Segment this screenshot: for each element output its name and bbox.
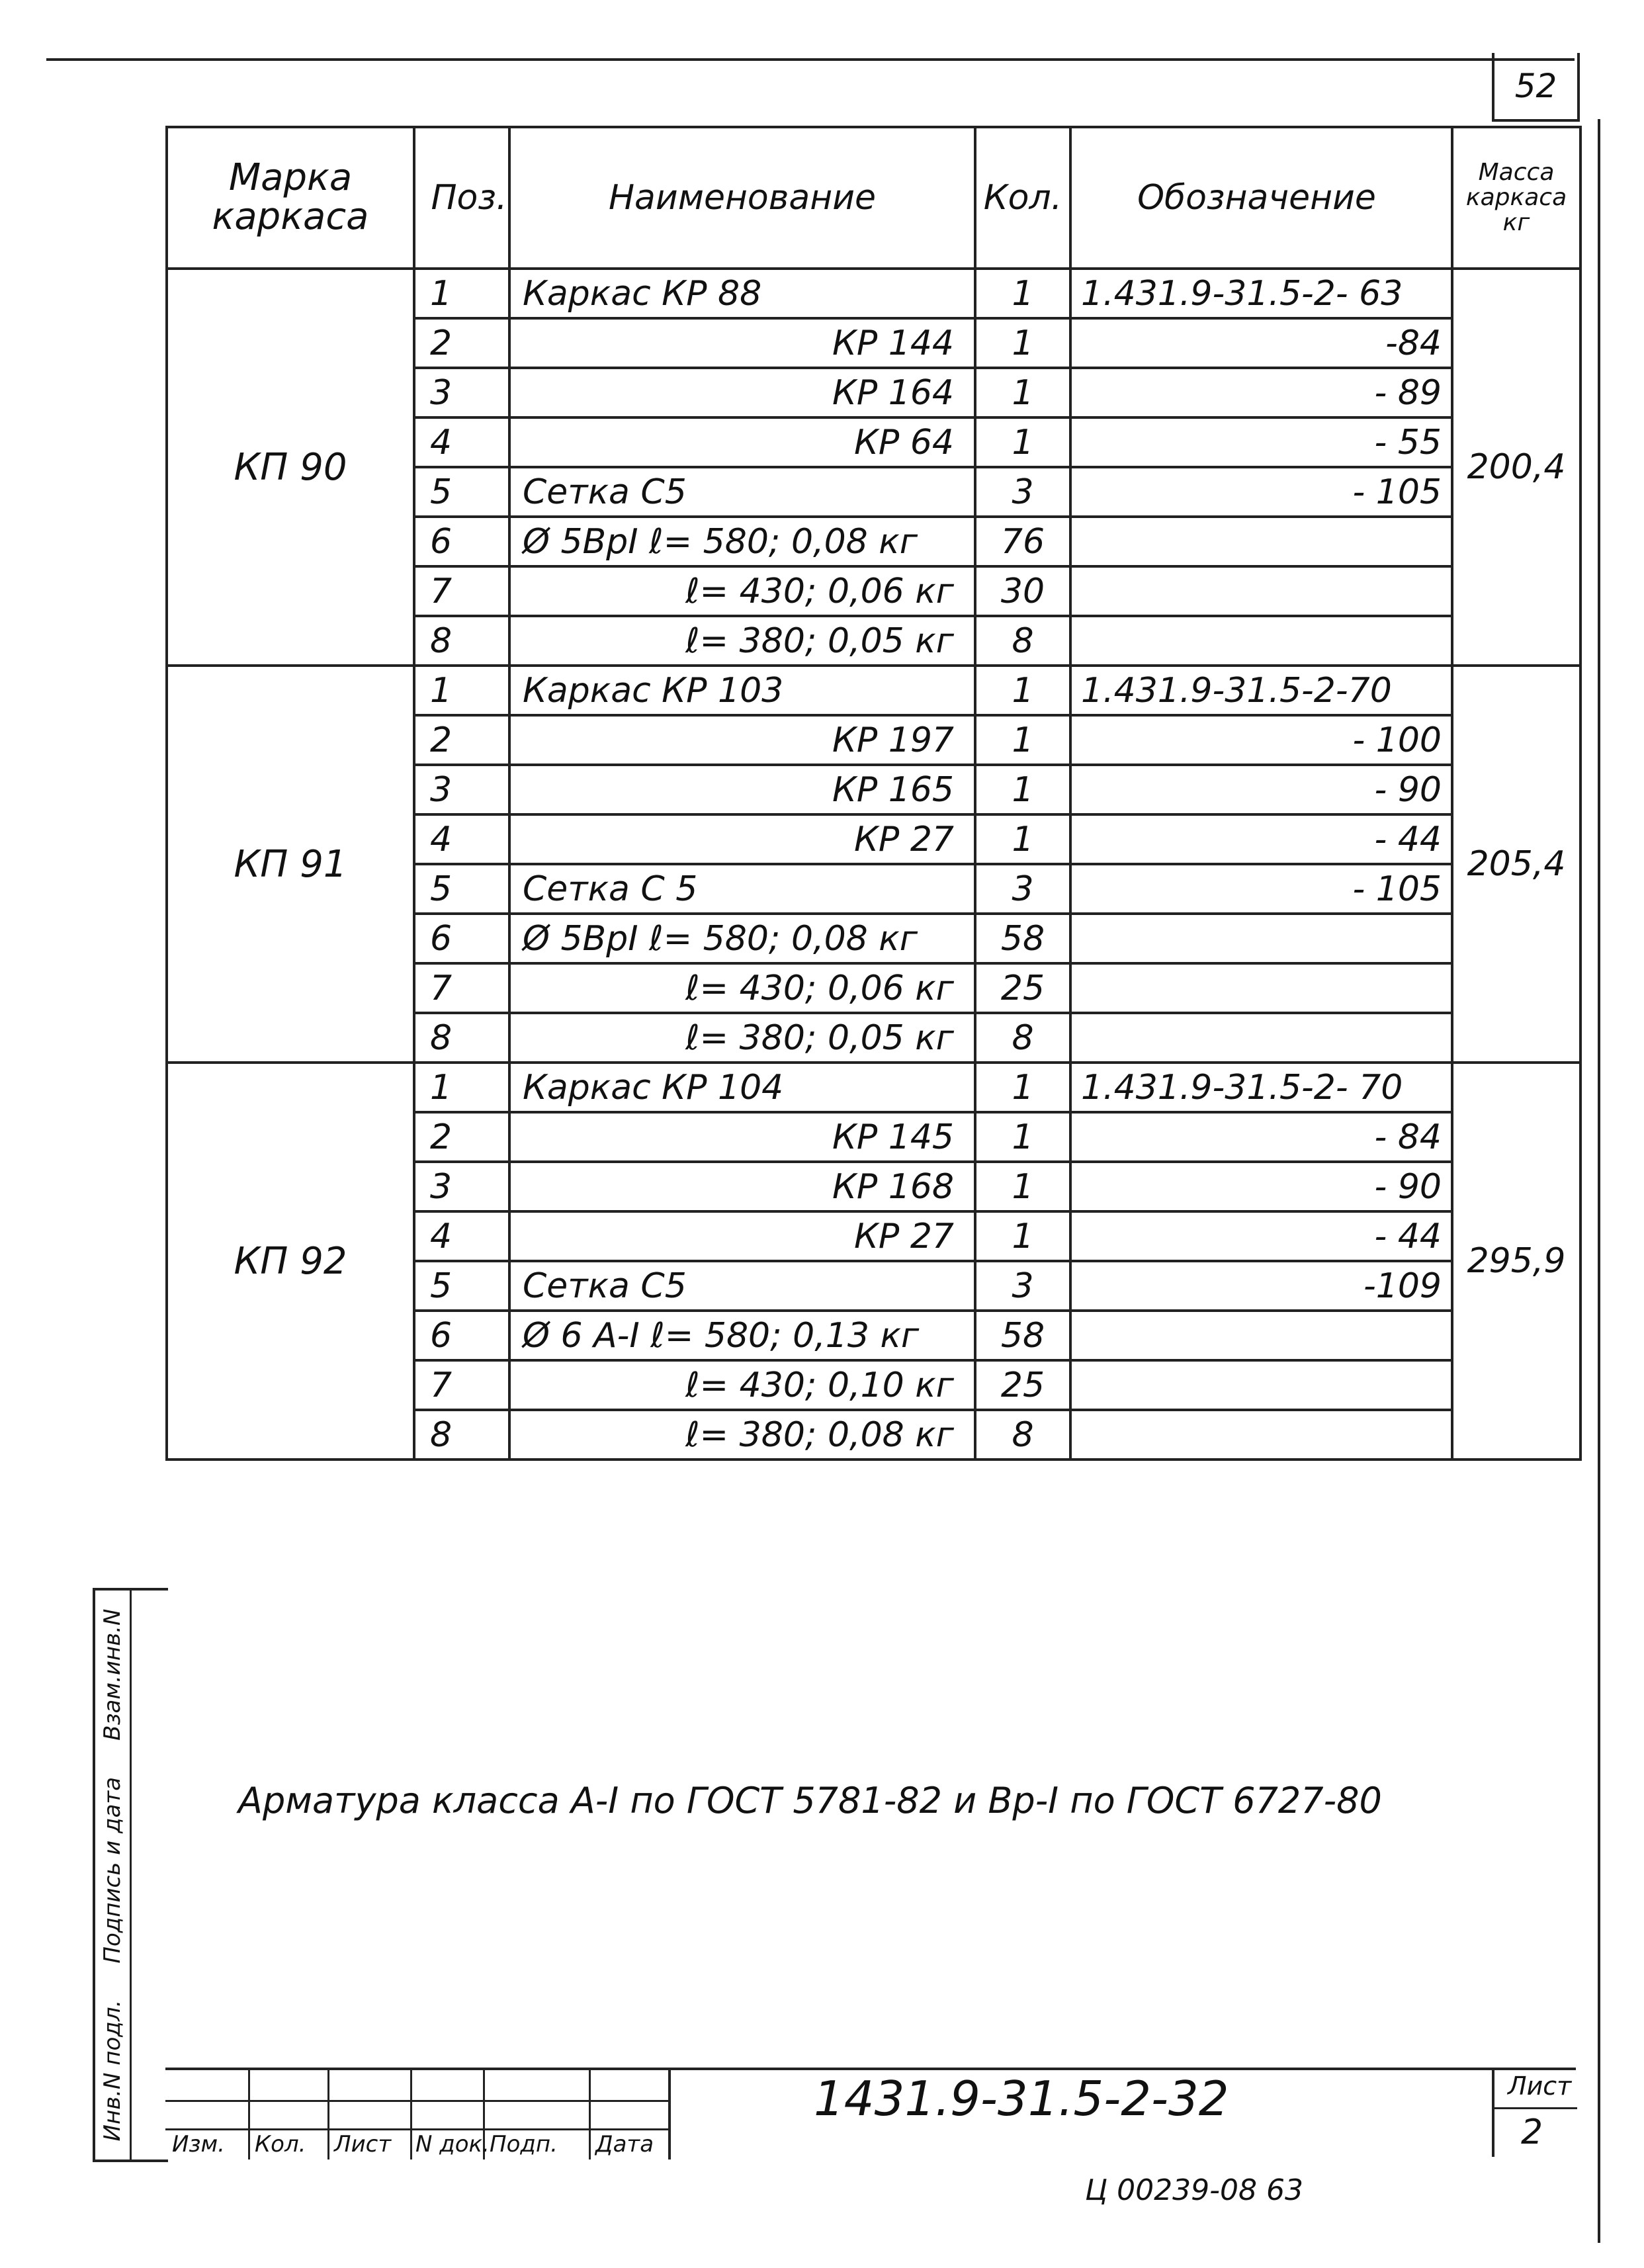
specification-table bbox=[165, 126, 1582, 1461]
header-designation: Обозначение bbox=[1070, 127, 1452, 269]
designation-cell: - 105 bbox=[1070, 864, 1452, 914]
name-cell: Сетка С5 bbox=[509, 467, 975, 517]
table-row bbox=[167, 269, 1580, 318]
name-cell: Каркас КР 88 bbox=[509, 269, 975, 318]
designation-cell: -109 bbox=[1070, 1261, 1452, 1311]
pos-cell: 5 bbox=[414, 864, 509, 914]
qty-cell: 1 bbox=[975, 1162, 1070, 1211]
designation-cell bbox=[1070, 1013, 1452, 1063]
designation-cell: 1.431.9-31.5-2-70 bbox=[1070, 666, 1452, 715]
designation-cell: - 105 bbox=[1070, 467, 1452, 517]
top-rule bbox=[46, 58, 1575, 61]
side-label-inv: Инв.N подл. bbox=[99, 1999, 126, 2142]
name-cell: ℓ= 380; 0,05 кг bbox=[509, 616, 975, 666]
designation-cell: - 89 bbox=[1070, 368, 1452, 417]
mark-cell: КП 91 bbox=[167, 666, 414, 1063]
pos-cell: 2 bbox=[414, 715, 509, 765]
qty-cell: 1 bbox=[975, 1063, 1070, 1112]
qty-cell: 1 bbox=[975, 666, 1070, 715]
designation-cell: 1.431.9-31.5-2- 63 bbox=[1070, 269, 1452, 318]
qty-cell: 30 bbox=[975, 566, 1070, 616]
footer-code: Ц 00239-08 63 bbox=[1085, 2173, 1303, 2207]
name-cell: Каркас КР 104 bbox=[509, 1063, 975, 1112]
designation-cell: - 90 bbox=[1070, 1162, 1452, 1211]
table-body bbox=[167, 269, 1580, 1460]
tb-label-izm: Изм. bbox=[172, 2131, 225, 2158]
designation-cell bbox=[1070, 566, 1452, 616]
pos-cell: 3 bbox=[414, 765, 509, 814]
qty-cell: 8 bbox=[975, 616, 1070, 666]
name-cell: ℓ= 380; 0,05 кг bbox=[509, 1013, 975, 1063]
pos-cell: 1 bbox=[414, 666, 509, 715]
pos-cell: 2 bbox=[414, 318, 509, 368]
pos-cell: 2 bbox=[414, 1112, 509, 1162]
name-cell: КР 168 bbox=[509, 1162, 975, 1211]
qty-cell: 58 bbox=[975, 914, 1070, 963]
pos-cell: 4 bbox=[414, 1211, 509, 1261]
qty-cell: 1 bbox=[975, 715, 1070, 765]
name-cell: ℓ= 430; 0,10 кг bbox=[509, 1360, 975, 1410]
designation-cell bbox=[1070, 914, 1452, 963]
mark-cell: КП 90 bbox=[167, 269, 414, 666]
header-qty: Кол. bbox=[975, 127, 1070, 269]
designation-cell: - 55 bbox=[1070, 417, 1452, 467]
designation-cell: - 44 bbox=[1070, 814, 1452, 864]
qty-cell: 3 bbox=[975, 467, 1070, 517]
name-cell: Ø 5ВрI ℓ= 580; 0,08 кг bbox=[509, 517, 975, 566]
pos-cell: 6 bbox=[414, 517, 509, 566]
sheet-label: Лист bbox=[1508, 2072, 1572, 2101]
right-rule bbox=[1598, 119, 1600, 2243]
pos-cell: 1 bbox=[414, 269, 509, 318]
table-row bbox=[167, 666, 1580, 715]
side-stamp-col bbox=[95, 1591, 132, 2159]
page-number: 52 bbox=[1492, 53, 1580, 122]
name-cell: КР 145 bbox=[509, 1112, 975, 1162]
tb-label-list: Лист bbox=[334, 2131, 392, 2158]
pos-cell: 8 bbox=[414, 1013, 509, 1063]
qty-cell: 25 bbox=[975, 963, 1070, 1013]
name-cell: КР 27 bbox=[509, 814, 975, 864]
designation-cell: -84 bbox=[1070, 318, 1452, 368]
header-pos: Поз. bbox=[414, 127, 509, 269]
pos-cell: 5 bbox=[414, 1261, 509, 1311]
name-cell: КР 165 bbox=[509, 765, 975, 814]
designation-cell: - 44 bbox=[1070, 1211, 1452, 1261]
mark-cell: КП 92 bbox=[167, 1063, 414, 1460]
header-mass: Масса каркаса кг bbox=[1452, 127, 1580, 269]
table-header-row bbox=[167, 127, 1580, 269]
name-cell: КР 164 bbox=[509, 368, 975, 417]
tb-label-ndok: N док. bbox=[415, 2131, 490, 2158]
qty-cell: 58 bbox=[975, 1311, 1070, 1360]
document-code: 1431.9-31.5-2-32 bbox=[814, 2071, 1229, 2126]
pos-cell: 4 bbox=[414, 417, 509, 467]
name-cell: КР 197 bbox=[509, 715, 975, 765]
pos-cell: 7 bbox=[414, 1360, 509, 1410]
mass-cell: 200,4 bbox=[1452, 269, 1580, 666]
name-cell: Ø 5ВрI ℓ= 580; 0,08 кг bbox=[509, 914, 975, 963]
pos-cell: 1 bbox=[414, 1063, 509, 1112]
pos-cell: 7 bbox=[414, 963, 509, 1013]
pos-cell: 7 bbox=[414, 566, 509, 616]
qty-cell: 1 bbox=[975, 1211, 1070, 1261]
designation-cell bbox=[1070, 1360, 1452, 1410]
sheet-box bbox=[1492, 2068, 1577, 2157]
side-stamp-labels bbox=[95, 1591, 130, 2159]
qty-cell: 1 bbox=[975, 814, 1070, 864]
header-mark: Марка каркаса bbox=[167, 127, 414, 269]
table-row bbox=[167, 1063, 1580, 1112]
mass-cell: 295,9 bbox=[1452, 1063, 1580, 1460]
designation-cell bbox=[1070, 963, 1452, 1013]
reinforcement-note: Арматура класса А-I по ГОСТ 5781-82 и Вр-I по ГОСТ 6727-80 bbox=[238, 1780, 1382, 1821]
designation-cell bbox=[1070, 1311, 1452, 1360]
qty-cell: 76 bbox=[975, 517, 1070, 566]
mass-cell: 205,4 bbox=[1452, 666, 1580, 1063]
qty-cell: 1 bbox=[975, 417, 1070, 467]
pos-cell: 6 bbox=[414, 1311, 509, 1360]
name-cell: КР 27 bbox=[509, 1211, 975, 1261]
pos-cell: 8 bbox=[414, 1410, 509, 1460]
qty-cell: 8 bbox=[975, 1013, 1070, 1063]
tb-label-kol: Кол. bbox=[255, 2131, 306, 2158]
qty-cell: 1 bbox=[975, 269, 1070, 318]
pos-cell: 6 bbox=[414, 914, 509, 963]
designation-cell bbox=[1070, 1410, 1452, 1460]
name-cell: КР 64 bbox=[509, 417, 975, 467]
pos-cell: 4 bbox=[414, 814, 509, 864]
name-cell: ℓ= 380; 0,08 кг bbox=[509, 1410, 975, 1460]
qty-cell: 25 bbox=[975, 1360, 1070, 1410]
sheet-number: 2 bbox=[1521, 2113, 1543, 2152]
title-block-grid bbox=[165, 2070, 671, 2159]
name-cell: ℓ= 430; 0,06 кг bbox=[509, 963, 975, 1013]
qty-cell: 8 bbox=[975, 1410, 1070, 1460]
side-label-sign: Подпись и дата bbox=[99, 1776, 126, 1964]
tb-label-podp: Подп. bbox=[490, 2131, 558, 2158]
name-cell: Сетка С 5 bbox=[509, 864, 975, 914]
designation-cell: 1.431.9-31.5-2- 70 bbox=[1070, 1063, 1452, 1112]
qty-cell: 3 bbox=[975, 1261, 1070, 1311]
designation-cell bbox=[1070, 616, 1452, 666]
name-cell: Сетка С5 bbox=[509, 1261, 975, 1311]
qty-cell: 1 bbox=[975, 318, 1070, 368]
designation-cell: - 100 bbox=[1070, 715, 1452, 765]
pos-cell: 5 bbox=[414, 467, 509, 517]
pos-cell: 8 bbox=[414, 616, 509, 666]
name-cell: Каркас КР 103 bbox=[509, 666, 975, 715]
qty-cell: 1 bbox=[975, 368, 1070, 417]
name-cell: ℓ= 430; 0,06 кг bbox=[509, 566, 975, 616]
name-cell: КР 144 bbox=[509, 318, 975, 368]
side-label-replace: Взам.инв.N bbox=[99, 1608, 126, 1741]
designation-cell: - 84 bbox=[1070, 1112, 1452, 1162]
qty-cell: 3 bbox=[975, 864, 1070, 914]
qty-cell: 1 bbox=[975, 1112, 1070, 1162]
designation-cell: - 90 bbox=[1070, 765, 1452, 814]
name-cell: Ø 6 А-I ℓ= 580; 0,13 кг bbox=[509, 1311, 975, 1360]
header-name: Наименование bbox=[509, 127, 975, 269]
qty-cell: 1 bbox=[975, 765, 1070, 814]
pos-cell: 3 bbox=[414, 1162, 509, 1211]
tb-label-data: Дата bbox=[595, 2131, 654, 2158]
side-stamp bbox=[93, 1588, 168, 2162]
pos-cell: 3 bbox=[414, 368, 509, 417]
designation-cell bbox=[1070, 517, 1452, 566]
